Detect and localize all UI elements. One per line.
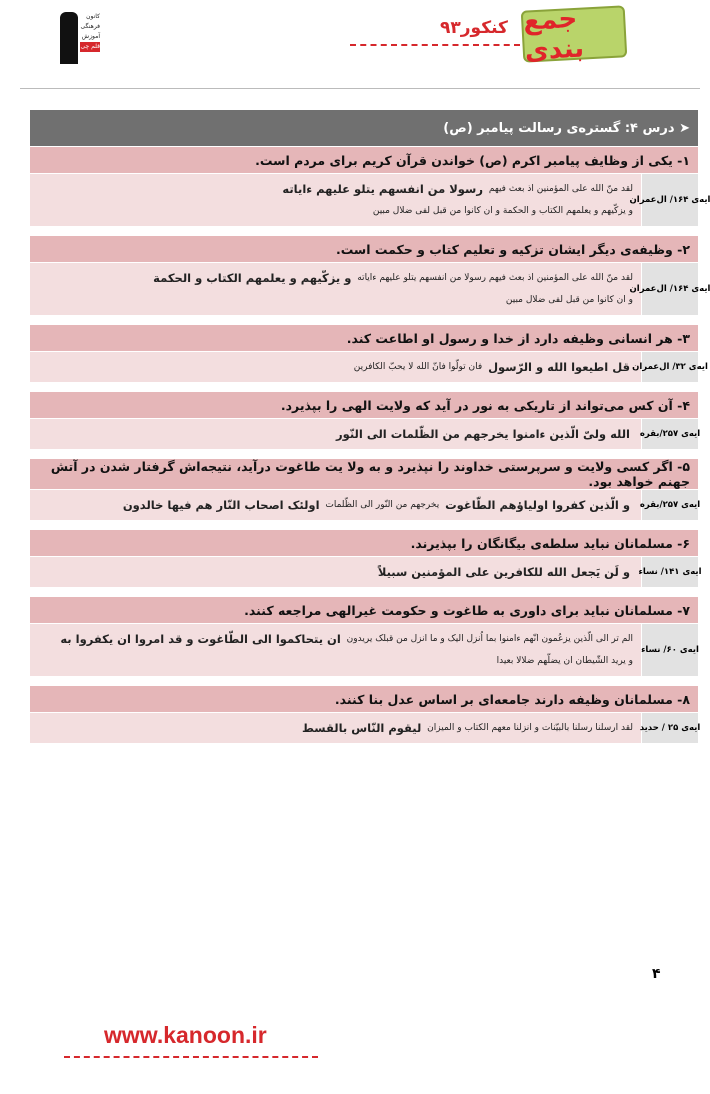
verse-text [30, 713, 641, 743]
verse-segment: لقد منّ الله علی المؤمنین اذ بعث فیهم رسولا من انفسهم یتلو علیهم ءایاته [357, 273, 633, 283]
verse-reference: ایه‌ی ۲۵۷/بقره [641, 419, 698, 449]
kanoon-logo [56, 4, 102, 66]
section-body [30, 556, 702, 587]
verse-segment: لقد ارسلنا رسلنا بالبیّنات و انزلنا معهم الکتاب و المیزان [427, 723, 633, 733]
verse-segment: و یزکّیهم و یعلمهم الکتاب و الحکمة [153, 271, 352, 285]
logo-text: جمع بندی [522, 3, 585, 67]
verse-segment: اولئک اصحاب النّار هم فیها خالدون [122, 498, 320, 512]
section-title: ۸- مسلمانان وظیفه دارند جامعه‌ای بر اساس عدل بنا کنند. [30, 685, 698, 712]
header-divider [20, 88, 700, 89]
verse-text [30, 624, 641, 676]
verse-segment: فان تولّوا فانّ الله لا یحبّ الکافرین [353, 362, 483, 372]
section [30, 391, 701, 449]
lesson-table [30, 110, 710, 752]
kanoon-logo-line: فرهنگی [80, 23, 100, 30]
section-title: ۵- اگر کسی ولایت و سرپرستی خداوند را نپذیرد و به ولا یت طاغوت درآید، نتیجه‌اش گرفتار شدن در آتش جهنم خواهد بود. [30, 458, 698, 489]
graduate-figure-icon [60, 12, 78, 64]
section-body [30, 623, 698, 676]
verse-text [30, 352, 641, 382]
lesson-title: درس ۴: گستره‌ی رسالت پیامبر (ص) [443, 120, 675, 136]
verse-reference: ایه‌ی ۱۴۱/ نساء [641, 557, 698, 587]
section-title: ۴- آن کس می‌تواند از تاریکی به نور در آید که ولایت الهی را بپذیرد. [30, 391, 698, 418]
section-body [30, 262, 710, 315]
kanoon-logo-line: قلم چی [80, 43, 100, 50]
section [30, 596, 698, 676]
verse-segment: یخرجهم من النّور الی الظّلمات [325, 500, 440, 510]
section-title: ۲- وظیفه‌ی دیگر ایشان تزکیه و تعلیم کتاب و حکمت است. [30, 235, 698, 262]
verse-text [30, 419, 641, 449]
kanoon-logo-line: کانون [86, 13, 100, 20]
footer-site-link[interactable]: www.kanoon.ir [104, 1022, 267, 1048]
arrow-icon: ➤ [674, 120, 690, 136]
verse-segment: و یزکّیهم و یعلمهم الکتاب و الحکمة و ان کانوا من قبل لفی ضلال مبین [372, 206, 633, 216]
section-body [30, 712, 701, 743]
verse-text [30, 174, 641, 226]
section-title: ۱- یکی از وظایف پیامبر اکرم (ص) خواندن قرآن کریم برای مردم است. [30, 146, 698, 173]
verse-segment: رسولا من انفسهم یتلو علیهم ءایاته [282, 182, 483, 196]
verse-segment: ان یتحاکموا الی الطّاغوت و قد امروا ان یکفروا به [60, 632, 341, 646]
section-body [30, 418, 701, 449]
verse-segment: لیقوم النّاس بالقسط [301, 721, 422, 735]
verse-segment: الم تر الی الّذین یزعُمون انّهم ءامنوا بما اُنزل الیک و ما انزل من قبلک یریدون [346, 634, 633, 644]
verse-segment: و یرید الشّیطان ان یضلّهم ضلالا بعیدا [496, 656, 633, 666]
verse-segment: لقد منّ الله علی المؤمنین اذ بعث فیهم [488, 184, 633, 194]
verse-reference: ایه‌ی ۳۲/ ال‌عمران [641, 352, 698, 382]
verse-reference: ایه‌ی ۱۶۴/ ال‌عمران [641, 263, 698, 315]
page-number: ۴ [652, 966, 661, 982]
section [30, 146, 710, 226]
kanoon-logo-line: آموزش [81, 33, 100, 40]
section [30, 458, 701, 520]
verse-reference: ایه‌ی ۲۵۷/بقره [641, 490, 698, 520]
verse-segment: الله ولیّ الّذین ءامنوا یخرجهم من الظّلمات الی النّور [336, 427, 630, 441]
section-body [30, 489, 701, 520]
verse-segment: و ان کانوا من قبل لفی ضلال مبین [505, 295, 633, 305]
header-subtitle: کنکور۹۳ [440, 18, 508, 38]
section [30, 529, 702, 587]
section-body [30, 173, 710, 226]
verse-reference: ایه‌ی ۱۶۴/ ال‌عمران [641, 174, 698, 226]
section [30, 235, 710, 315]
section [30, 324, 708, 382]
section-title: ۶- مسلمانان نباید سلطه‌ی بیگانگان را بپذیرند. [30, 529, 698, 556]
section-title: ۷- مسلمانان نباید برای داوری به طاغوت و حکومت غیرالهی مراجعه کنند. [30, 596, 698, 623]
verse-segment: قل اطیعوا الله و الرّسول [488, 360, 630, 374]
jambandi-logo [521, 3, 628, 67]
verse-reference: ایه‌ی ۶۰/ نساء [641, 624, 698, 676]
footer-dash-divider [64, 1056, 318, 1058]
verse-text [30, 557, 641, 587]
verse-text [30, 263, 641, 315]
section-title: ۳- هر انسانی وظیفه دارد از خدا و رسول او اطاعت کند. [30, 324, 698, 351]
section-body [30, 351, 708, 382]
lesson-header [30, 110, 698, 146]
verse-text [30, 490, 641, 520]
verse-segment: و الّذین کفروا اولیاؤهم الطّاغوت [445, 498, 630, 512]
header-dash-divider [350, 44, 520, 46]
verse-reference: ایه‌ی ۲۵ / حدید [641, 713, 698, 743]
section [30, 685, 701, 743]
verse-segment: و لَن یَجعل الله للکافرین علی المؤمنین سبیلاً [377, 565, 630, 579]
